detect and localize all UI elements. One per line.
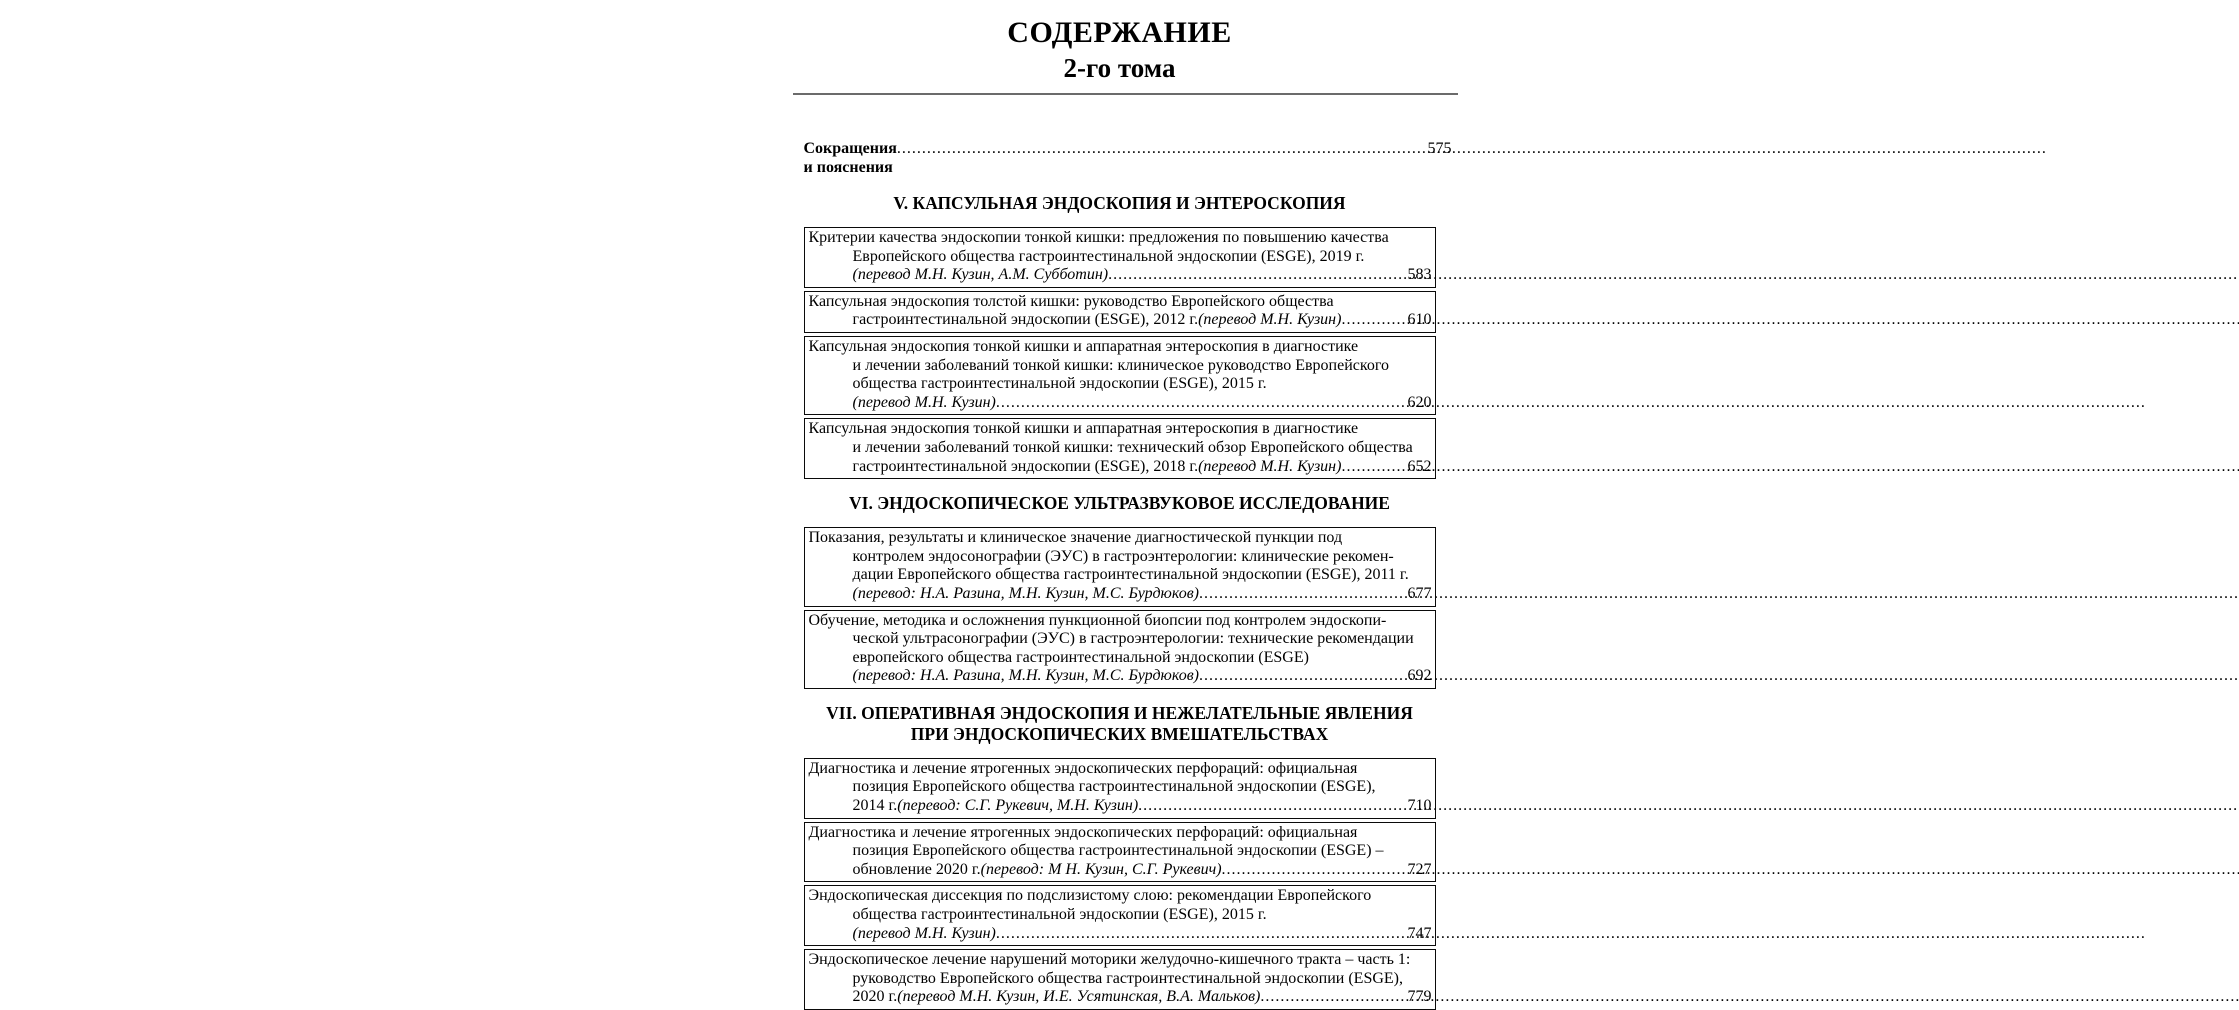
entry-line: [809, 439, 1432, 458]
dot-leader: [1138, 797, 1407, 816]
entry-line: [809, 293, 1432, 312]
entry-line: [809, 760, 1432, 779]
entry-text: 2020 г.: [852, 988, 898, 1006]
entry-text: позиция Европейского общества гастроинтестинальной эндоскопии (ESGE),: [852, 778, 1376, 796]
section-heading-line: ПРИ ЭНДОСКОПИЧЕСКИХ ВМЕШАТЕЛЬСТВАХ: [910, 723, 1329, 744]
toc-entry: [804, 610, 1436, 689]
page-number: 727: [1407, 860, 1432, 878]
entry-line: [809, 548, 1432, 567]
dot-leader: [996, 925, 1408, 944]
page-number: 747: [1407, 924, 1432, 942]
entry-text: Капсульная эндоскопия тонкой кишки и аппаратная энтероскопия в диагностике: [808, 420, 1359, 438]
entry-text: ческой ультрасонографии (ЭУС) в гастроэнтерологии: технические рекомендации: [852, 630, 1414, 648]
dot-leader: [1199, 667, 1408, 686]
frontmatter-label: Сокращения и пояснения: [803, 140, 897, 176]
entry-text: Диагностика и лечение ятрогенных эндоскопических перфораций: официальная: [808, 823, 1358, 841]
entry-line: [809, 394, 1432, 413]
toc-entry: [804, 227, 1436, 288]
entry-line: [809, 566, 1432, 585]
translator-credit: (перевод: Н.А. Разина, М.Н. Кузин, М.С. Бурдюков): [852, 667, 1199, 685]
dot-leader: [897, 139, 1428, 158]
entry-line: [809, 357, 1432, 376]
entry-line: [809, 667, 1432, 686]
toc-page: [758, 0, 1482, 1006]
entry-text: позиция Европейского общества гастроинтестинальной эндоскопии (ESGE) –: [852, 842, 1384, 860]
entry-line: [809, 458, 1432, 477]
page-number: 692: [1407, 667, 1432, 685]
toc-section: [758, 193, 1482, 479]
entry-line: [809, 420, 1432, 439]
entry-text: Европейского общества гастроинтестинальной эндоскопии (ESGE), 2019 г.: [852, 247, 1365, 265]
entry-line: [809, 612, 1432, 631]
section-heading-line: VII. ОПЕРАТИВНАЯ ЭНДОСКОПИЯ И НЕЖЕЛАТЕЛЬНЫЕ ЯВЛЕНИЯ: [826, 702, 1413, 723]
page-number: 779: [1407, 988, 1432, 1006]
entry-text: Диагностика и лечение ятрогенных эндоскопических перфораций: официальная: [808, 759, 1358, 777]
entry-text: Обучение, методика и осложнения пункционной биопсии под контролем эндоскопи-: [808, 611, 1387, 629]
dot-leader: [1341, 311, 1407, 330]
page-number: 610: [1407, 311, 1432, 329]
title-divider: [793, 93, 1458, 95]
entry-line: [809, 925, 1432, 944]
page-number: 652: [1407, 457, 1432, 475]
entry-line: [809, 649, 1432, 668]
toc-entry: [804, 336, 1436, 415]
page-number: 575: [1427, 140, 1452, 157]
dot-leader: [1260, 988, 1407, 1007]
translator-credit: (перевод: М Н. Кузин, С.Г. Рукевич): [980, 860, 1222, 878]
entry-line: [809, 988, 1432, 1007]
entry-text: контролем эндосонографии (ЭУС) в гастроэнтерологии: клинические рекомен-: [852, 547, 1394, 565]
toc-section: [758, 493, 1482, 689]
entry-group: [804, 758, 1436, 1010]
entry-line: [809, 778, 1432, 797]
page-number: 583: [1407, 266, 1432, 284]
entry-group: [804, 227, 1436, 479]
entry-text: общества гастроинтестинальной эндоскопии (ESGE), 2015 г.: [852, 375, 1267, 393]
toc-entry: [804, 949, 1436, 1010]
entry-line: [809, 229, 1432, 248]
volume-subtitle: 2-го тома: [1063, 53, 1176, 83]
translator-credit: (перевод: С.Г. Рукевич, М.Н. Кузин): [897, 797, 1139, 815]
section-heading-line: V. КАПСУЛЬНАЯ ЭНДОСКОПИЯ И ЭНТЕРОСКОПИЯ: [893, 193, 1346, 213]
toc-section: [758, 703, 1482, 1010]
toc-entry: [804, 418, 1436, 479]
toc-entry: [804, 291, 1436, 333]
entry-text: гастроинтестинальной эндоскопии (ESGE), 2018 г.: [852, 457, 1199, 475]
entry-text: Показания, результаты и клиническое значение диагностической пункции под: [808, 529, 1343, 547]
entry-text: общества гастроинтестинальной эндоскопии (ESGE), 2015 г.: [852, 906, 1267, 924]
entry-line: [809, 970, 1432, 989]
page-number: 710: [1407, 797, 1432, 815]
entry-line: [809, 842, 1432, 861]
dot-leader: [996, 394, 1408, 413]
section-heading: [758, 493, 1482, 514]
entry-text: Капсульная эндоскопия тонкой кишки и аппаратная энтероскопия в диагностике: [808, 337, 1359, 355]
entry-line: [809, 375, 1432, 394]
entry-group: [804, 527, 1436, 689]
entry-text: гастроинтестинальной эндоскопии (ESGE), 2012 г.: [852, 311, 1199, 329]
translator-credit: (перевод М.Н. Кузин): [852, 924, 996, 942]
toc-entry: [804, 527, 1436, 606]
entry-line: [809, 338, 1432, 357]
dot-leader: [1199, 585, 1408, 604]
entry-line: [809, 797, 1432, 816]
section-heading: [758, 703, 1482, 745]
translator-credit: (перевод М.Н. Кузин, И.Е. Усятинская, В.А. Мальков): [897, 988, 1261, 1006]
entry-line: [809, 529, 1432, 548]
entry-text: Эндоскопическая диссекция по подслизистому слою: рекомендации Европейского: [808, 887, 1372, 905]
entry-text: Критерии качества эндоскопии тонкой кишки: предложения по повышению качества: [808, 229, 1389, 246]
page-title: СОДЕРЖАНИЕ: [1007, 16, 1232, 49]
translator-credit: (перевод М.Н. Кузин): [1198, 311, 1342, 329]
toc-entry: [804, 822, 1436, 883]
entry-line: [809, 585, 1432, 604]
frontmatter-entry: [804, 139, 1452, 177]
page-number: 620: [1407, 393, 1432, 411]
translator-credit: (перевод М.Н. Кузин): [1198, 457, 1342, 475]
entry-line: [809, 630, 1432, 649]
entry-text: Капсульная эндоскопия толстой кишки: руководство Европейского общества: [808, 292, 1334, 310]
toc-entry: [804, 758, 1436, 819]
translator-credit: (перевод М.Н. Кузин): [852, 393, 996, 411]
translator-credit: (перевод: Н.А. Разина, М.Н. Кузин, М.С. Бурдюков): [852, 584, 1199, 602]
entry-line: [809, 266, 1432, 285]
dot-leader: [1108, 266, 1407, 285]
entry-line: [809, 824, 1432, 843]
entry-line: [809, 311, 1432, 330]
dot-leader: [1222, 861, 1408, 880]
entry-text: Эндоскопическое лечение нарушений моторики желудочно-кишечного тракта – часть 1:: [808, 951, 1411, 969]
entry-text: европейского общества гастроинтестинальной эндоскопии (ESGE): [852, 648, 1309, 666]
translator-credit: (перевод М.Н. Кузин, А.М. Субботин): [852, 266, 1109, 284]
toc-entry: [804, 885, 1436, 946]
sections-container: [758, 193, 1482, 1010]
entry-text: 2014 г.: [852, 797, 898, 815]
entry-text: руководство Европейского общества гастроинтестинальной эндоскопии (ESGE),: [852, 969, 1404, 987]
entry-line: [809, 951, 1432, 970]
page-number: 677: [1407, 584, 1432, 602]
section-heading: [758, 193, 1482, 214]
entry-line: [809, 861, 1432, 880]
entry-text: и лечении заболеваний тонкой кишки: клиническое руководство Европейского: [852, 356, 1390, 374]
entry-text: дации Европейского общества гастроинтестинальной эндоскопии (ESGE), 2011 г.: [852, 566, 1409, 584]
entry-line: [809, 887, 1432, 906]
section-heading-line: VI. ЭНДОСКОПИЧЕСКОЕ УЛЬТРАЗВУКОВОЕ ИССЛЕДОВАНИЕ: [849, 493, 1390, 514]
entry-line: [809, 906, 1432, 925]
entry-line: [809, 248, 1432, 267]
entry-text: обновление 2020 г.: [852, 860, 981, 878]
entry-text: и лечении заболеваний тонкой кишки: технический обзор Европейского общества: [852, 438, 1413, 456]
dot-leader: [1341, 458, 1407, 477]
